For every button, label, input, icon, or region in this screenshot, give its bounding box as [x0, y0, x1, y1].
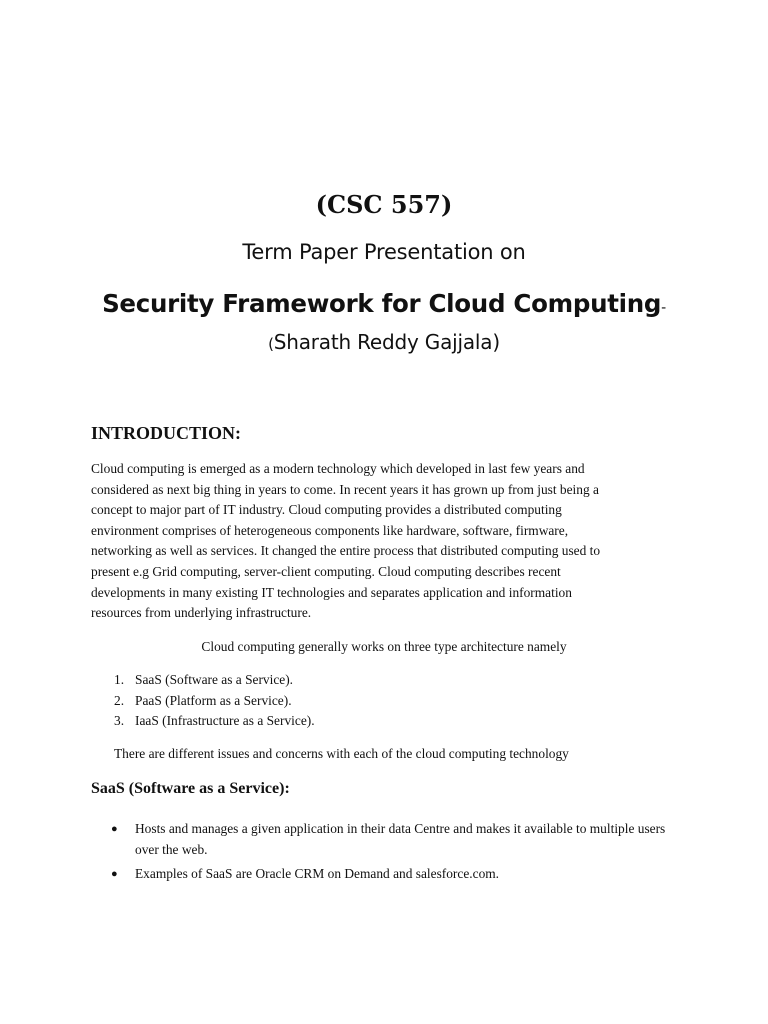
- list-item-text: IaaS (Infrastructure as a Service).: [135, 713, 315, 728]
- list-number: 2.: [114, 692, 125, 708]
- issues-line: There are different issues and concerns with each of the cloud computing technology: [114, 746, 569, 761]
- list-item-text: Examples of SaaS are Oracle CRM on Demand and salesforce.com.: [135, 866, 500, 882]
- saas-heading: SaaS (Software as a Service):: [91, 780, 290, 797]
- course-code: (CSC 557): [315, 190, 453, 219]
- list-item: [114, 711, 315, 732]
- paragraph-line: present e.g Grid computing, server-client computing. Cloud computing describes recent: [91, 563, 561, 579]
- title-text: Security Framework for Cloud Computing: [102, 289, 662, 318]
- paragraph-line: environment comprises of heterogeneous components like hardware, software, firmware,: [91, 522, 569, 538]
- paragraph-line: networking as well as services. It changed the entire process that distributed computing used to: [91, 543, 601, 559]
- architecture-list: [114, 670, 315, 732]
- paragraph-line: considered as next big thing in years to come. In recent years it has grown up from just being a: [91, 481, 599, 497]
- author-text: Sharath Reddy Gajjala): [273, 330, 500, 354]
- list-number: 3.: [114, 713, 125, 728]
- paragraph-line: Cloud computing is emerged as a modern technology which developed in last few years and: [91, 461, 585, 476]
- list-item: [114, 670, 315, 691]
- list-item-text: PaaS (Platform as a Service).: [135, 692, 292, 708]
- list-item-text: Hosts and manages a given application in their data Centre and makes it available to multiple users over the web.: [135, 821, 666, 857]
- page-title: [0, 285, 768, 327]
- list-item: [114, 691, 315, 712]
- paragraph-line: concept to major part of IT industry. Cloud computing provides a distributed computing: [91, 502, 562, 518]
- author-paren: (: [268, 335, 274, 353]
- architecture-intro-line: Cloud computing generally works on three type architecture namely: [201, 639, 567, 654]
- list-number: 1.: [114, 672, 125, 687]
- title-suffix: -: [661, 300, 666, 316]
- paragraph-line: developments in many existing IT technologies and separates application and information: [91, 584, 572, 600]
- bullet-icon: ●: [111, 823, 118, 835]
- paragraph-line: resources from underlying infrastructure.: [91, 605, 312, 621]
- list-item-text: SaaS (Software as a Service).: [135, 672, 294, 687]
- subtitle: Term Paper Presentation on: [242, 240, 526, 264]
- list-item: [111, 864, 671, 885]
- saas-bullet-list: [111, 819, 671, 889]
- list-item: [111, 819, 671, 860]
- author-name: [0, 326, 768, 360]
- introduction-paragraph: [91, 459, 681, 624]
- introduction-heading: INTRODUCTION:: [91, 423, 242, 443]
- bullet-icon: ●: [111, 868, 118, 881]
